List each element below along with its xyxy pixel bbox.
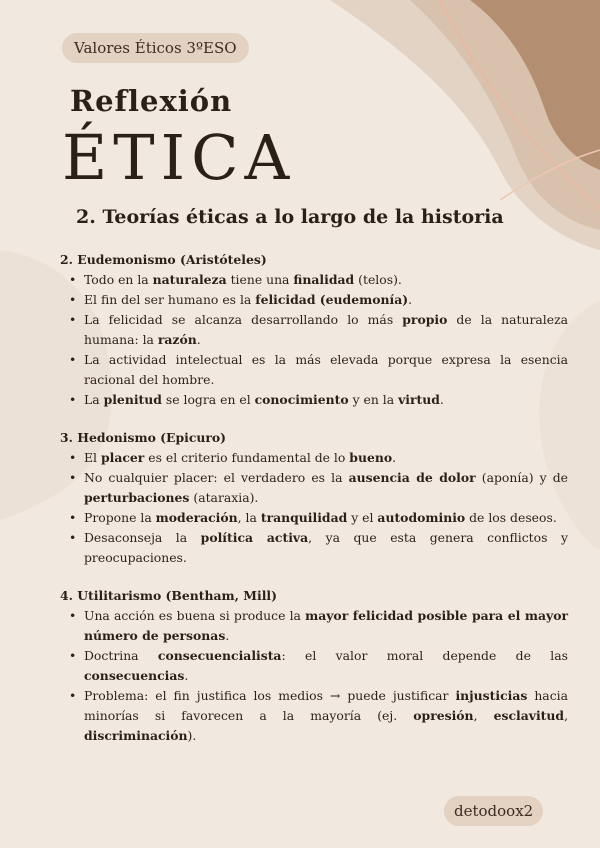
bullet-item — [84, 508, 568, 528]
bold-text: injusticias — [455, 688, 528, 703]
text-run: Propone la — [84, 510, 156, 525]
bold-text: moderación — [155, 510, 238, 525]
bullet-item — [84, 448, 568, 468]
text-run: Problema: el fin justifica los medios → puede justificar — [84, 688, 456, 703]
text-run: es el criterio fundamental de lo — [144, 450, 350, 465]
theory-title: 4. Utilitarismo (Bentham, Mill) — [60, 588, 277, 603]
text-run: (aponía) y de — [475, 470, 569, 485]
bold-text: ausencia de dolor — [348, 470, 476, 485]
bold-text: política activa — [200, 530, 309, 545]
text-run: (telos). — [354, 272, 402, 287]
theory-section — [60, 428, 568, 568]
bullet-item — [84, 310, 568, 350]
text-run: Una acción es buena si produce la — [84, 608, 306, 623]
text-run: hacia minorías si favorecen a la mayoría (ej. — [84, 688, 568, 723]
text-run: . — [439, 392, 444, 407]
bold-text: razón — [157, 332, 197, 347]
text-run: , — [564, 708, 569, 723]
text-run: (ataraxia). — [189, 490, 259, 505]
text-run: Desaconseja la — [84, 530, 201, 545]
course-tag: Valores Éticos 3ºESO — [62, 33, 249, 63]
text-run: . — [196, 332, 201, 347]
text-run: de los deseos. — [465, 510, 557, 525]
text-run: . — [392, 450, 397, 465]
bullet-item — [84, 390, 568, 410]
title-reflexion: Reflexión — [70, 84, 233, 118]
bold-text: placer — [100, 450, 145, 465]
bullet-list — [60, 606, 568, 746]
theory-section — [60, 250, 568, 410]
text-run: El fin del ser humano es la — [84, 292, 256, 307]
bold-text: propio — [402, 312, 448, 327]
text-run: y en la — [348, 392, 399, 407]
bullet-list — [60, 448, 568, 568]
text-run: tiene una — [226, 272, 294, 287]
bullet-item — [84, 606, 568, 646]
bold-text: finalidad — [293, 272, 355, 287]
text-run: Doctrina — [84, 648, 158, 663]
theory-title: 3. Hedonismo (Epicuro) — [60, 430, 227, 445]
bold-text: autodominio — [377, 510, 466, 525]
theory-section — [60, 586, 568, 746]
text-run: . — [225, 628, 230, 643]
text-run: El — [84, 450, 101, 465]
text-run: , — [473, 708, 494, 723]
bold-text: tranquilidad — [260, 510, 348, 525]
text-run: ). — [187, 728, 197, 743]
text-run: , ya que esta genera conflictos y preocupaciones. — [84, 530, 568, 565]
bold-text: perturbaciones — [84, 490, 190, 505]
text-run: , la — [237, 510, 261, 525]
theory-title: 2. Eudemonismo (Aristóteles) — [60, 252, 267, 267]
text-run: : el valor moral depende de las — [281, 648, 568, 663]
bullet-list — [60, 270, 568, 410]
bold-text: esclavitud — [493, 708, 565, 723]
bullet-item — [84, 270, 568, 290]
text-run: La actividad intelectual es la más elevada porque expresa la esencia racional del hombre. — [84, 352, 568, 387]
bullet-item — [84, 528, 568, 568]
text-run: . — [184, 668, 189, 683]
bold-text: mayor felicidad posible para el mayor número de personas — [84, 608, 568, 643]
text-run: . — [408, 292, 413, 307]
bold-text: naturaleza — [152, 272, 227, 287]
bold-text: conocimiento — [254, 392, 349, 407]
text-run: No cualquier placer: el verdadero es la — [84, 470, 349, 485]
bold-text: felicidad (eudemonía) — [255, 292, 409, 307]
bullet-item — [84, 468, 568, 508]
bold-text: bueno — [349, 450, 393, 465]
text-run: La felicidad se alcanza desarrollando lo más — [84, 312, 403, 327]
bold-text: discriminación — [84, 728, 188, 743]
author-tag: detodoox2 — [444, 796, 543, 826]
section-heading: 2. Teorías éticas a lo largo de la historia — [76, 206, 504, 228]
bold-text: opresión — [413, 708, 474, 723]
text-run: La — [84, 392, 104, 407]
text-run: y el — [347, 510, 378, 525]
bold-text: plenitud — [103, 392, 162, 407]
bullet-item — [84, 686, 568, 746]
bullet-item — [84, 646, 568, 686]
bold-text: virtud — [398, 392, 440, 407]
title-etica: ÉTICA — [62, 121, 296, 194]
bullet-item — [84, 290, 568, 310]
text-run: se logra en el — [161, 392, 255, 407]
text-run: Todo en la — [84, 272, 153, 287]
bullet-item — [84, 350, 568, 390]
text-run: de la naturaleza humana: la — [84, 312, 568, 347]
bold-text: consecuencialista — [157, 648, 282, 663]
bold-text: consecuencias — [84, 668, 185, 683]
document-body — [60, 250, 568, 764]
